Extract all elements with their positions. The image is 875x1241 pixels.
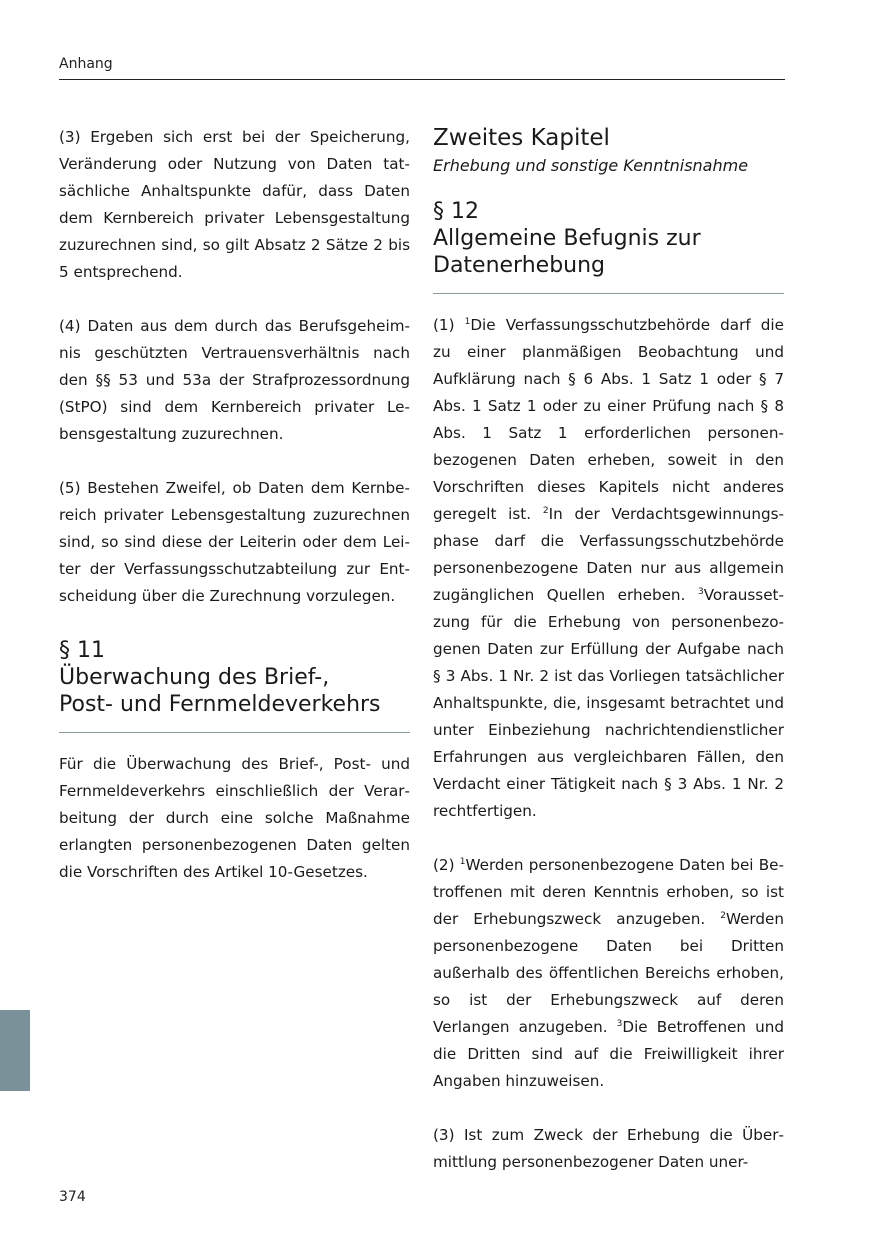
section-12-paragraph-3: (3) Ist zum Zweck der Erhebung die Übermittlung personenbezogener Daten uner- — [433, 1126, 784, 1171]
section-12-rule — [433, 293, 784, 294]
section-11-title-line2: Post- und Fernmeldeverkehrs — [59, 692, 381, 717]
sentence: Werden personenbezogene Daten bei Betroffenen mit deren Kenntnis erhoben, so ist der Erhebungszweck anzugeben. — [433, 856, 784, 928]
sentence-mark: 2 — [720, 911, 726, 921]
left-column — [59, 124, 410, 886]
page-number: 374 — [59, 1189, 86, 1205]
section-12-paragraph-2 — [433, 852, 784, 1095]
paragraph-number: (1) — [433, 316, 455, 334]
section-12-number: § 12 — [433, 199, 479, 224]
paragraph-number: (2) — [433, 856, 455, 874]
section-12-paragraph-1 — [433, 312, 784, 825]
chapter-subtitle: Erhebung und sonstige Kenntnisnahme — [433, 156, 749, 175]
section-12-title-line1: Allgemeine Befugnis zur — [433, 226, 701, 251]
section-12-title-line2: Datenerhebung — [433, 253, 606, 278]
section-11-number: § 11 — [59, 638, 105, 663]
section-11-rule — [59, 732, 410, 733]
sentence-mark: 3 — [616, 1019, 623, 1029]
sentence: In der Verdachtsgewinnungsphase darf die Verfassungsschutzbehörde personenbezogene Daten nur aus allgemein zugänglichen Quellen erheben. — [433, 505, 784, 604]
sentence-mark: 3 — [697, 587, 704, 597]
right-column — [433, 124, 784, 1176]
sentence: Werden personenbezogene Daten bei Dritten außerhalb des öffentlichen Bereichs erhoben, so ist der Erhebungszweck auf deren Verlangen anzugeben. — [433, 910, 784, 1036]
sentence: Die Betroffenen und die Dritten sind auf die Freiwilligkeit ihrer Angaben hinzuweisen. — [433, 1018, 784, 1090]
chapter-side-tab — [0, 1010, 30, 1091]
chapter-title: Zweites Kapitel — [433, 125, 610, 151]
paragraph-3: (3) Ergeben sich erst bei der Speicherung, Veränderung oder Nutzung von Daten tatsächliche Anhaltspunkte dafür, dass Daten dem Kernbereich privater Lebensgestaltung zuzurechnen sind, so gilt Absatz 2 Sätze 2 bis 5 entsprechend. — [59, 128, 410, 281]
running-head: Anhang — [59, 56, 113, 72]
header-rule — [59, 79, 785, 80]
section-11-text: Für die Überwachung des Brief-, Post- und Fernmeldeverkehrs einschließlich der Verarbeitung der durch eine solche Maßnahme erlangten personenbezogenen Daten gelten die Vorschriften des Artikel 10-Gesetzes. — [59, 755, 410, 881]
sentence-mark: 1 — [464, 317, 471, 327]
sentence-mark: 1 — [459, 857, 466, 867]
sentence: Voraussetzung für die Erhebung von personenbezogenen Daten zur Erfüllung der Aufgabe nach § 3 Abs. 1 Nr. 2 ist das Vorliegen tatsächlicher Anhaltspunkte, die, insgesamt betrachtet und unter Einbeziehung nachrichtendienstlicher Erfahrungen aus vergleichbaren Fällen, den Verdacht einer Tätigkeit nach § 3 Abs. 1 Nr. 2 rechtfertigen. — [433, 586, 784, 820]
sentence-mark: 2 — [542, 506, 549, 516]
paragraph-5: (5) Bestehen Zweifel, ob Daten dem Kernbereich privater Lebensgestaltung zuzurechnen sind, so sind diese der Leiterin oder dem Leiter der Verfassungsschutzabteilung zur Entscheidung über die Zurechnung vorzulegen. — [59, 479, 410, 605]
section-11-title-line1: Überwachung des Brief-, — [59, 665, 330, 690]
paragraph-4: (4) Daten aus dem durch das Berufsgeheimnis geschützten Vertrauensverhältnis nach den §§ 53 und 53a der Strafprozessordnung (StPO) sind dem Kernbereich privater Lebensgestaltung zuzurechnen. — [59, 317, 410, 443]
sentence: Die Verfassungsschutzbehörde darf die zu einer planmäßigen Beobachtung und Aufklärung nach § 6 Abs. 1 Satz 1 oder § 7 Abs. 1 Satz 1 oder zu einer Prüfung nach § 8 Abs. 1 Satz 1 erforderlichen personenbezogenen Daten erheben, soweit in den Vorschriften dieses Kapitels nicht anderes geregelt ist. — [433, 316, 784, 523]
